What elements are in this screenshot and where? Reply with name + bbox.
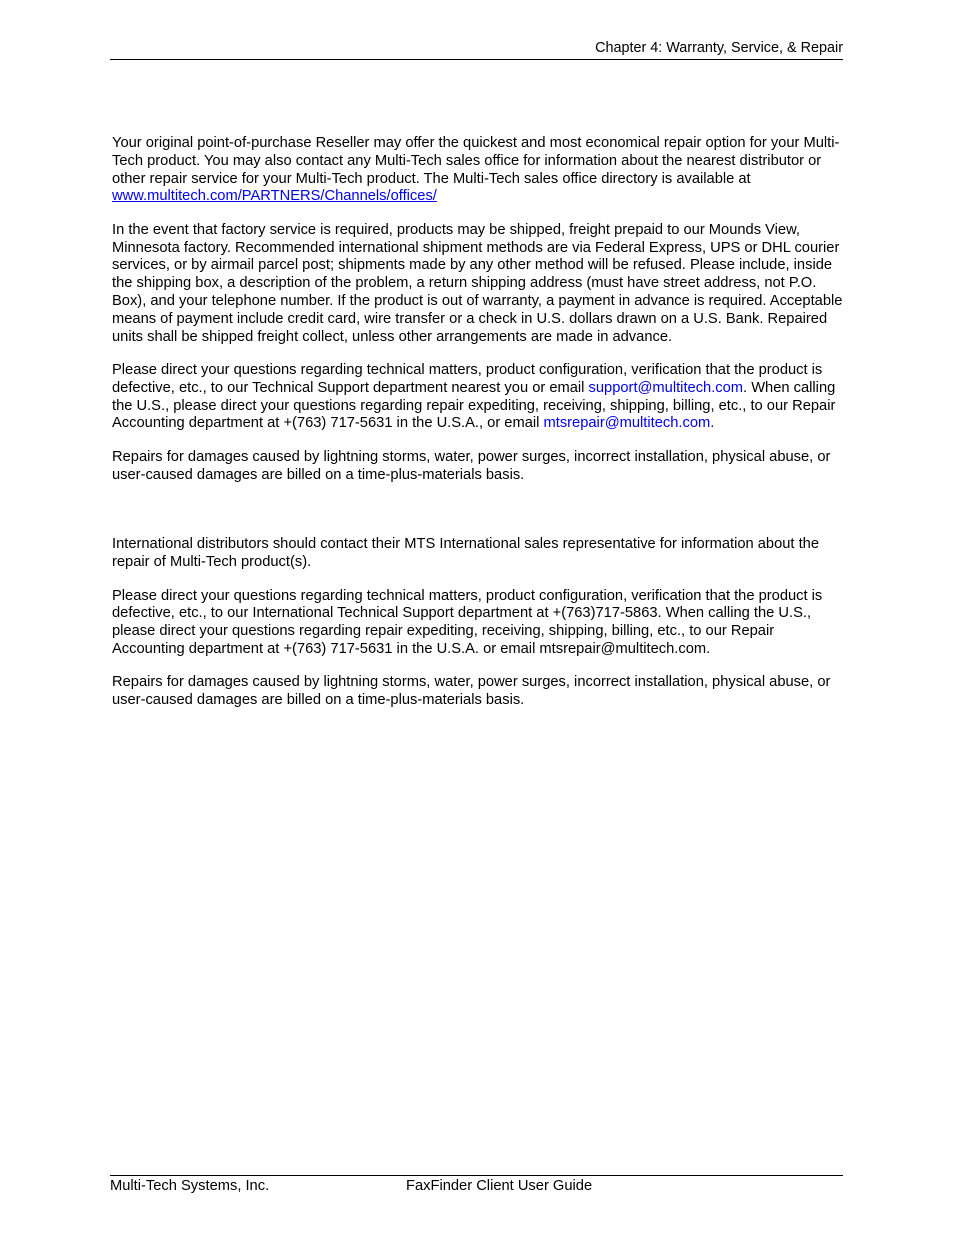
header-rule [110,59,843,60]
us-repair-paragraph-3 [112,362,847,433]
offices-link[interactable]: www.multitech.com/PARTNERS/Channels/offices/ [112,188,437,205]
intl-repair-paragraph-1: International distributors should contact their MTS International sales representative for information about the repair of Multi-Tech product(s). [112,536,820,571]
page-content [112,135,847,710]
us-repair-p3-text-a: Please direct your questions regarding technical matters, product configuration, verification that the product is defective, etc., to our Technical Support department nearest you or email [112,361,823,396]
us-repair-p3-text-c: . [710,415,715,432]
us-repair-paragraph-1 [112,135,847,206]
repair-email-link[interactable]: mtsrepair@multitech.com [543,415,711,432]
page-header: Chapter 4: Warranty, Service, & Repair [595,40,843,56]
intl-repair-paragraph-3: Repairs for damages caused by lightning storms, water, power surges, incorrect installation, physical abuse, or user-caused damages are billed on a time-plus-materials basis. [112,674,831,709]
footer-company: Multi-Tech Systems, Inc. [110,1178,270,1194]
us-repair-p3-text-b: . When calling the U.S., please direct your questions regarding repair expediting, receiving, shipping, billing, etc., to our Repair Accounting department at +(763) 717-5631 in the U.S.A., or email [112,379,836,432]
footer-rule [110,1175,843,1176]
footer-guide-title: FaxFinder Client User Guide [406,1178,593,1194]
us-repair-paragraph-2: In the event that factory service is required, products may be shipped, freight prepaid to our Mounds View, Minnesota factory. Recommended international shipment methods are via Federal Express, UPS or DHL courier services, or by airmail parcel post; shipments made by any other method will be refused. Please include, inside the shipping box, a description of the problem, a return shipping address (must have street address, not P.O. Box), and your telephone number. If the product is out of warranty, a payment in advance is required. Acceptable means of payment include credit card, wire transfer or a check in U.S. dollars drawn on a U.S. Bank. Repaired units shall be shipped freight collect, unless other arrangements are made in advance. [112,221,843,345]
us-repair-paragraph-4: Repairs for damages caused by lightning storms, water, power surges, incorrect installation, physical abuse, or user-caused damages are billed on a time-plus-materials basis. [112,448,831,483]
support-email-link[interactable]: support@multitech.com [588,379,744,396]
intl-repair-paragraph-2: Please direct your questions regarding technical matters, product configuration, verification that the product is defective, etc., to our International Technical Support department at +(763)717-5863. When calling the U.S., please direct your questions regarding repair expediting, receiving, shipping, billing, etc., to our Repair Accounting department at +(763) 717-5631 in the U.S.A. or email mtsrepair@multitech.com. [112,587,823,657]
us-repair-p1-text: Your original point-of-purchase Reseller may offer the quickest and most economical repair option for your Multi-Tech product. You may also contact any Multi-Tech sales office for information about the nearest distributor or other repair service for your Multi-Tech product. The Multi-Tech sales office directory is available at [112,135,840,187]
